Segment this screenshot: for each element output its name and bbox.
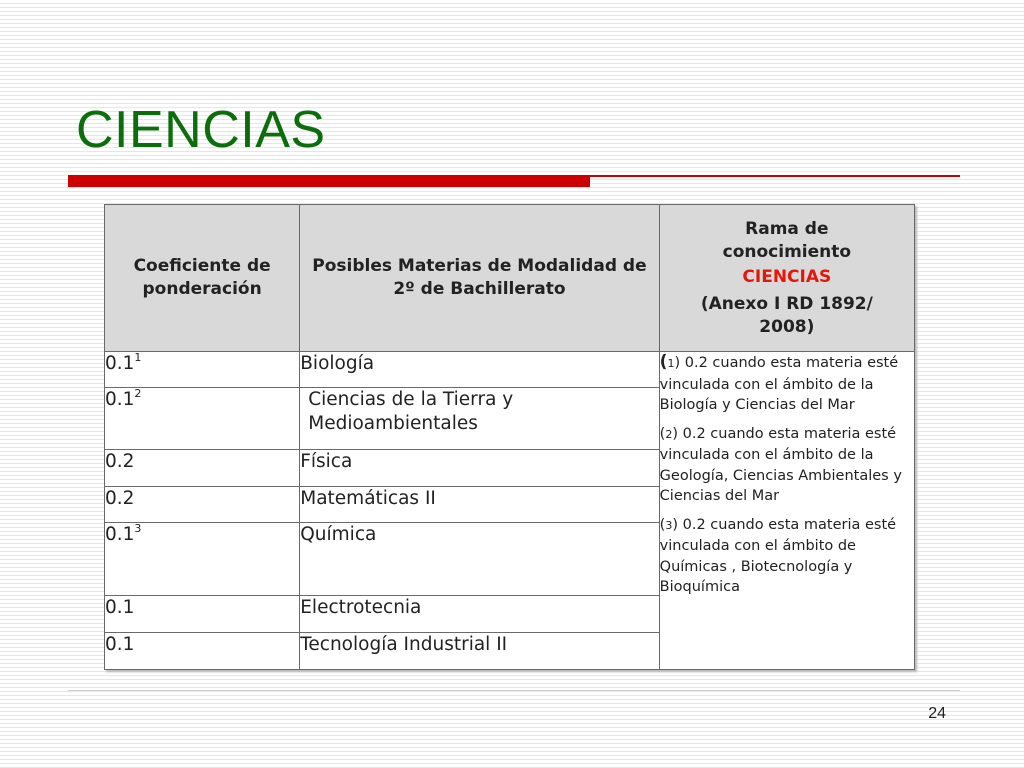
coef-value: 0.1 (105, 524, 135, 545)
coef-value: 0.1 (105, 353, 135, 374)
title-underline-thick (68, 175, 590, 187)
coef-value: 0.2 (105, 488, 135, 509)
header-rama-line2: conocimiento (722, 241, 852, 262)
coef-value: 0.1 (105, 597, 135, 618)
materia-name-line2: Medioambientales (308, 413, 478, 434)
note-2-close: ) (672, 425, 679, 442)
coef-cell (105, 633, 300, 670)
slide-title: CIENCIAS (76, 101, 326, 159)
note-1-open: ( (659, 352, 668, 372)
note-3-open: ( (659, 516, 666, 533)
note-1-text: 0.2 cuando esta materia esté vinculada con el ámbito de la Biología y Ciencias del Mar (659, 355, 899, 413)
header-materias: Posibles Materias de Modalidad de 2º de Bachillerato (300, 205, 659, 352)
materia-name: Tecnología Industrial II (300, 634, 508, 655)
materia-name-line1: Ciencias de la Tierra y (308, 389, 514, 410)
notes-cell (659, 352, 914, 670)
note-2-text: 0.2 cuando esta materia esté vinculada con el ámbito de la Geología, Ciencias Ambientales y Ciencias del Mar (659, 425, 902, 504)
note-3-num: 3 (665, 518, 673, 532)
coef-cell (105, 388, 300, 450)
header-rama-anexo-line1: (Anexo I RD 1892/ (700, 293, 873, 314)
coef-cell (105, 596, 300, 633)
header-rama-anexo-line2: 2008) (759, 316, 815, 337)
note-2-open: ( (659, 425, 666, 442)
coef-cell (105, 450, 300, 487)
note-ref: 1 (134, 350, 142, 364)
header-rama (659, 205, 914, 352)
coef-cell (105, 487, 300, 523)
note-2-num: 2 (665, 427, 673, 441)
materia-cell (300, 388, 659, 450)
note-1-close: ) (674, 355, 681, 371)
table-header-row (105, 205, 915, 352)
note-ref: 3 (134, 521, 142, 535)
coef-cell (105, 523, 300, 596)
weighting-table-container (104, 204, 915, 670)
coef-value: 0.2 (105, 451, 135, 472)
note-3 (660, 515, 914, 598)
materia-name: Química (300, 524, 377, 545)
materia-cell (300, 450, 659, 487)
materia-cell (300, 352, 659, 388)
materia-cell (300, 596, 659, 633)
coef-cell (105, 352, 300, 388)
materia-cell (300, 523, 659, 596)
note-2 (660, 424, 914, 507)
materia-name: Biología (300, 353, 375, 374)
materia-name: Matemáticas II (300, 488, 436, 509)
title-underline-thin (590, 175, 960, 177)
materia-cell (300, 633, 659, 670)
materia-cell (300, 487, 659, 523)
header-rama-line1: Rama de (745, 218, 829, 239)
note-3-close: ) (672, 516, 679, 533)
note-1-num: 1 (667, 357, 675, 370)
header-coeficiente: Coeficiente de ponderación (105, 205, 300, 352)
materia-name: Electrotecnia (300, 597, 422, 618)
note-ref: 2 (134, 386, 142, 400)
note-3-text: 0.2 cuando esta materia esté vinculada con el ámbito de Químicas , Biotecnología y Bioquímica (659, 516, 897, 595)
header-rama-highlight: CIENCIAS (742, 266, 832, 287)
page-number: 24 (928, 705, 946, 722)
weighting-table (104, 204, 915, 670)
materia-name: Física (300, 451, 353, 472)
note-1 (660, 352, 914, 416)
table-row (105, 352, 915, 388)
coef-value: 0.1 (105, 389, 135, 410)
coef-value: 0.1 (105, 634, 135, 655)
footer-divider (68, 690, 960, 691)
